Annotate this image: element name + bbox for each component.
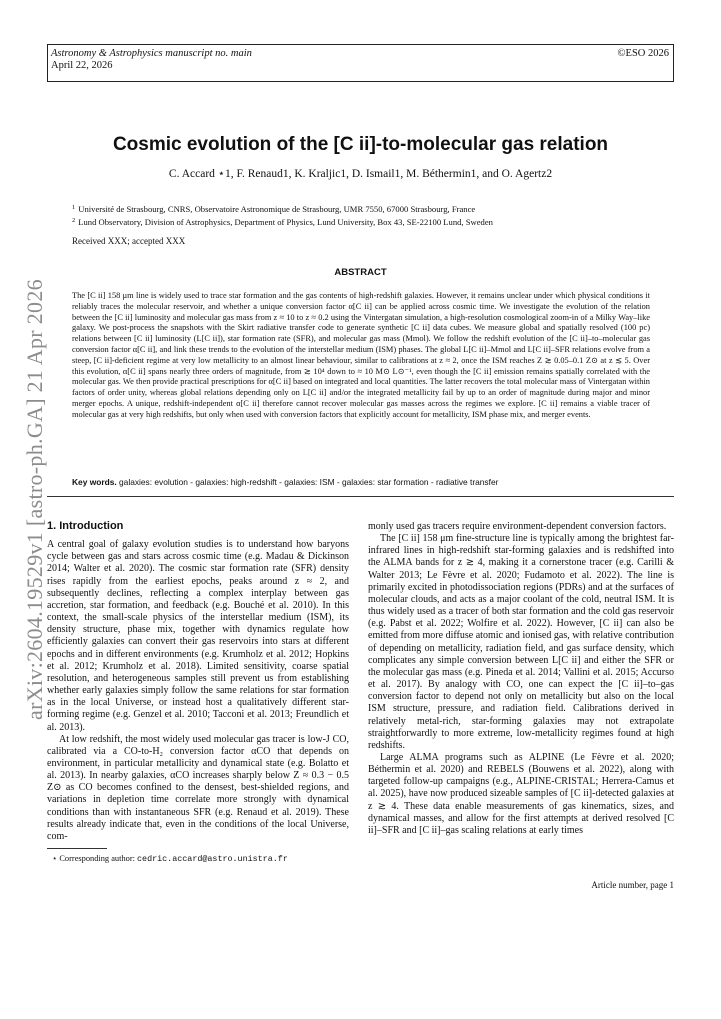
paper-title: Cosmic evolution of the [C ii]-to-molecular gas relation	[112, 134, 609, 155]
paragraph: Large ALMA programs such as ALPINE (Le Fèvre et al. 2020; Béthermin et al. 2020) and REBELS (Bouwens et al. 2022), along with targeted follow-up campaigns (e.g., ALPINE-CRISTAL; Herrera-Camus et al. 2025), have now produced sizeable samples of [C ii]-detected galaxies at z ≳ 4. These data enable measurements of gas kinematics, sizes, and dynamical masses, and allow for the first attempts at derived resolved [C ii]–SFR and [C ii]–gas scaling relations at early times	[368, 751, 674, 836]
manuscript-header	[47, 44, 674, 82]
copyright: ©ESO 2026	[617, 48, 669, 59]
keywords-label: Key words.	[72, 477, 117, 487]
paragraph: A central goal of galaxy evolution studies is to understand how baryons cycle between gas and stars across cosmic time (e.g. Madau & Dickinson 2014; Walter et al. 2020). The cosmic star formation rate (SFR) density rises rapidly from the earliest epochs, peaks around z ≈ 2, and subsequently declines, reflecting a complex interplay between gas accretion, star formation, and feedback (e.g. Bouché et al. 2010). In this context, the small-scale physics of the interstellar medium (ISM), its density structure, phase mix, together with dynamics regulate how efficiently galaxies can convert their gas reservoirs into stars at different epochs and in different environments (e.g. Krumholz et al. 2012; Hopkins et al. 2012; Krumholz et al. 2018). Limited sensitivity, coarse spatial resolution, and heterogeneous samples still prevent us from establishing whether early galaxies simply follow the same relations for star formation as in the local Universe, or instead host a qualitatively different star-forming regime (e.g. Genzel et al. 2010; Tacconi et al. 2013; Freundlich et al. 2013).	[47, 539, 349, 733]
page-number: Article number, page 1	[591, 880, 674, 890]
paragraph: monly used gas tracers require environment-dependent conversion factors.	[368, 521, 667, 532]
section-heading: 1. Introduction	[47, 520, 124, 532]
affiliation-1: $^1$ Université de Strasbourg, CNRS, Observatoire Astronomique de Strasbourg, UMR 7550, 67000 Strasbourg, France	[72, 204, 476, 214]
left-column	[47, 520, 349, 843]
paragraph: At low redshift, the most widely used molecular gas tracer is low-J CO, calibrated via a CO-to-H₂ conversion factor αCO that depends on environment, in particular metallicity and dynamical state (e.g. Bolatto et al. 2013). In nearby galaxies, αCO increases sharply below Z ≈ 0.3 − 0.5 Z⊙ as CO becomes confined to the densest, best-shielded regions, and variations in depletion time correlate more strongly with dynamical conditions than with instantaneous SFR (e.g. Renaud et al. 2019). These results already indicate that, even in the conditions of the local Universe, com-	[47, 733, 349, 842]
author-text: C. Accard ⋆1, F. Renaud1, K. Kraljic1, D. Ismail1, M. Béthermin1, and O. Agertz2	[168, 168, 553, 180]
footnote	[52, 853, 288, 864]
affiliation-2: $^2$ Lund Observatory, Division of Astrophysics, Department of Physics, Lund University, Box 43, SE-22100 Lund, Sweden	[72, 217, 493, 227]
keywords	[72, 477, 650, 487]
footnote-rule	[47, 848, 107, 849]
arxiv-stamp: arXiv:2604.19529v1 [astro-ph.GA] 21 Apr 2026	[22, 279, 47, 720]
abstract-text: The [C ii] 158 μm line is widely used to trace star formation and the gas contents of high-redshift galaxies. However, it remains unclear under which physical conditions it reliably traces the molecular reservoir, and whether a unique conversion factor α[C ii] can be applied across cosmic time. We investigate the evolution of the relation between the [C ii] luminosity and molecular gas mass from z ≈ 10 to z ≈ 0.2 using the Vintergatan simulation, a high-resolution cosmological zoom-in of a Milky Way–like galaxy. We post-process the snapshots with the Skirt radiative transfer code to generate synthetic [C ii] data cubes. We measure global and spatially resolved (100 pc) relations between [C ii] luminosity (L[C ii]), star formation rate (SFR), and molecular gas mass (Mmol). We follow the redshift evolution of the [C ii]–to–molecular gas conversion factor α[C ii], and link these trends to the evolution of the interstellar medium (ISM) phases. The global L[C ii]–Mmol and L[C ii]–SFR relations evolve from a steep, [C ii]-deficient regime at very low metallicity to an almost linear behaviour, similar to calibrations at z ≈ 2, once the ISM reaches Z ≳ 0.05–0.1 Z⊙ at z ≲ 5. Over this evolution, α[C ii] spans nearly three orders of magnitude, from ≳ 10⁴ down to ≈ 10 M⊙ L⊙⁻¹, even though the [C ii] emission remains spatially correlated with the molecular gas. We then provide practical prescriptions for α[C ii] based on integrated and local quantities. The latter recovers the total molecular mass of Vintergatan within factors of order unity, whereas global relations depending only on L[C ii] and/or the integrated metallicity fail by up to an order of magnitude during major and minor merger epochs. A unique, redshift-independent α[C ii] therefore cannot recover molecular gas masses across the regimes we explore. [C ii] remains a viable tracer of molecular gas at very high redshifts, but only when used with conversion factors that explicitly account for metallicity, ISM phase mix, and merger events.	[72, 291, 650, 419]
received-line: Received XXX; accepted XXX	[72, 236, 186, 246]
manuscript-date: April 22, 2026	[51, 60, 113, 71]
footnote-label: ⋆ Corresponding author:	[52, 854, 135, 863]
journal-line: Astronomy & Astrophysics manuscript no. main	[51, 48, 252, 59]
abstract-heading: ABSTRACT	[334, 267, 387, 278]
author-email: cedric.accard@astro.unistra.fr	[137, 854, 288, 864]
paragraph: The [C ii] 158 μm fine-structure line is typically among the brightest far-infrared lines in high-redshift star-forming galaxies and is redshifted into the ALMA bands for z ≳ 4, making it a cornerstone tracer (e.g. Carilli & Walter 2013; Le Fèvre et al. 2020; Fudamoto et al. 2022). The line is primarily excited in photodissociation regions (PDRs) and at the surfaces of molecular clouds, and acts as a major coolant of the cold, neutral ISM. It is thus widely used as a tracer of both star formation and the cold gas reservoir (e.g. Pabst et al. 2022; Wolfire et al. 2022). However, [C ii] can also be emitted from more diffuse atomic and ionised gas, with relative contribution of depending on metallicity, radiation field, and gas surface density, which complicates any simple conversion between L[C ii] and either the SFR or the molecular gas mass (e.g. Pineda et al. 2014; Vallini et al. 2015; Accurso et al. 2017). By analogy with CO, one can expect the [C ii]–to–gas conversion factor to depend not only on metallicity but also on the local ISM structure, pressure, and radiation field. Calibrations derived in relatively metal-rich, star-forming galaxies may not extrapolate straightforwardly to more extreme, low-metallicity regimes found at high redshifts.	[368, 533, 674, 751]
keywords-list: galaxies: evolution - galaxies: high-redshift - galaxies: ISM - galaxies: star formation - radiative transfer	[119, 477, 499, 487]
section-rule	[47, 496, 674, 497]
affiliations	[72, 202, 493, 228]
author-list	[47, 166, 674, 180]
right-column	[368, 521, 674, 837]
